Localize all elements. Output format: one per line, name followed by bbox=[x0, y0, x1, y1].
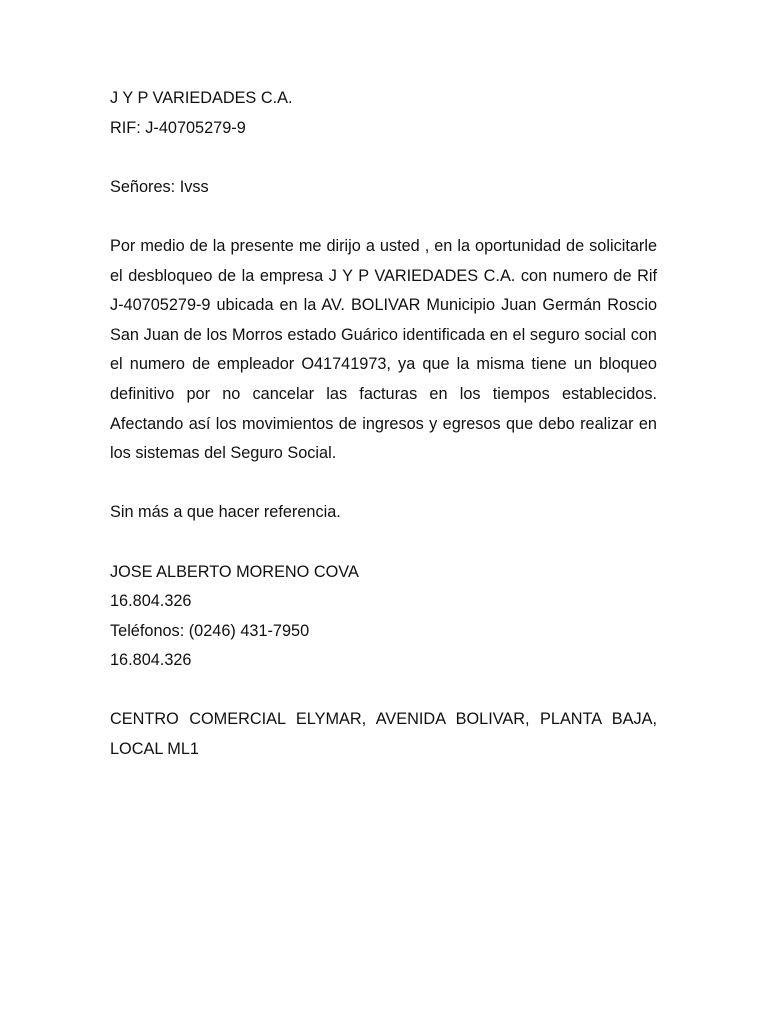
spacer bbox=[110, 528, 657, 558]
salutation: Señores: Ivss bbox=[110, 177, 209, 196]
company-name: J Y P VARIEDADES C.A. bbox=[110, 89, 293, 107]
closing-line: Sin más a que hacer referencia. bbox=[110, 503, 341, 522]
signature-phones: Teléfonos: (0246) 431-7950 bbox=[110, 621, 310, 640]
address: CENTRO COMERCIAL ELYMAR, AVENIDA BOLIVAR, PLANTA BAJA, LOCAL ML1 bbox=[110, 710, 657, 759]
letter-document bbox=[110, 84, 657, 765]
company-rif: RIF: J-40705279-9 bbox=[110, 118, 246, 137]
spacer bbox=[110, 143, 657, 173]
spacer bbox=[110, 469, 657, 499]
signature-id-number-repeat: 16.804.326 bbox=[110, 651, 192, 670]
spacer bbox=[110, 202, 657, 232]
signature-name: JOSE ALBERTO MORENO COVA bbox=[110, 562, 359, 581]
body-paragraph: Por medio de la presente me dirijo a usted , en la oportunidad de solicitarle el desbloqueo de la empresa J Y P VARIEDADES C.A. con numero de Rif J-40705279-9 ubicada en la AV. BOLIVAR Municipio Juan Germán Roscio San Juan de los Morros estado Guárico identificada en el seguro social con el numero de empleador O41741973, ya que la misma tiene un bloqueo definitivo por no cancelar las facturas en los tiempos establecidos. Afectando así los movimientos de ingresos y egresos que debo realizar en los sistemas del Seguro Social. bbox=[110, 236, 657, 463]
spacer bbox=[110, 676, 657, 706]
signature-id-number: 16.804.326 bbox=[110, 592, 192, 611]
